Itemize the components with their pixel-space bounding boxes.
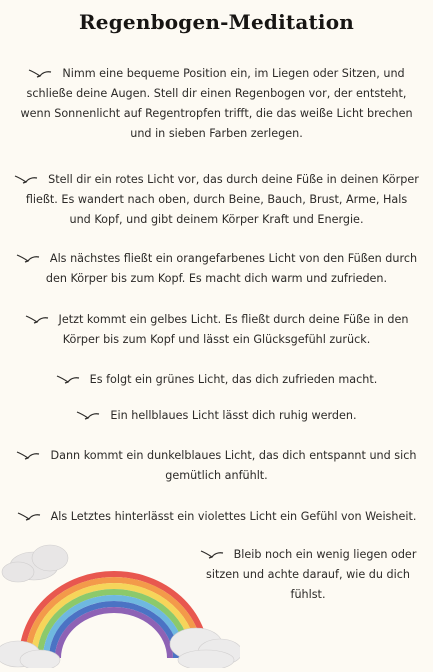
paragraph-text: Als Letztes hinterlässt ein violettes Licht ein Gefühl von Weisheit. — [50, 510, 417, 523]
paragraph-text: Ein hellblaues Licht lässt dich ruhig werden. — [110, 409, 357, 422]
paragraph-intro — [14, 64, 419, 144]
bird-icon — [17, 511, 41, 521]
bird-icon — [16, 253, 40, 263]
paragraph-text: Dann kommt ein dunkelblaues Licht, das dich entspannt und sich gemütlich anfühlt. — [50, 449, 417, 482]
bird-icon — [16, 450, 40, 460]
paragraph-text: Jetzt kommt ein gelbes Licht. Es fließt durch deine Füße in den Körper bis zum Kopf und lässt ein Glücksgefühl zurück. — [58, 313, 409, 346]
paragraph-green-light — [14, 370, 419, 390]
paragraph-lightblue-light — [14, 406, 419, 426]
paragraph-text: Stell dir ein rotes Licht vor, das durch deine Füße in deinen Körper fließt. Es wandert nach oben, durch Beine, Bauch, Brust, Arme, Hals und Kopf, und gibt deinem Körper Kraft und Energie. — [25, 173, 419, 226]
paragraph-orange-light — [14, 249, 419, 289]
paragraph-text: Als nächstes fließt ein orangefarbenes Licht von den Füßen durch den Körper bis zum Kopf. Es macht dich warm und zufrieden. — [45, 252, 418, 285]
paragraph-text: Es folgt ein grünes Licht, das dich zufrieden macht. — [89, 373, 378, 386]
bird-icon — [25, 314, 49, 324]
paragraph-violet-light — [14, 507, 419, 527]
page-title: Regenbogen-Meditation — [78, 10, 355, 34]
paragraph-yellow-light — [14, 310, 419, 350]
bird-icon — [56, 374, 80, 384]
paragraph-darkblue-light — [14, 446, 419, 486]
rainbow-clouds-illustration — [0, 536, 240, 668]
paragraph-text: Bleib noch ein wenig liegen oder sitzen und achte darauf, wie du dich fühlst. — [206, 548, 417, 601]
bird-icon — [28, 68, 52, 78]
paragraph-text: Nimm eine bequeme Position ein, im Liegen oder Sitzen, und schließe deine Augen. Stell dir einen Regenbogen vor, der entsteht, wenn Sonnenlicht auf Regentropfen trifft, die das weiße Licht brechen und in sieben Farben zerlegen. — [20, 67, 413, 140]
bird-icon — [76, 410, 100, 420]
paragraph-red-light — [14, 170, 419, 230]
bird-icon — [14, 174, 38, 184]
